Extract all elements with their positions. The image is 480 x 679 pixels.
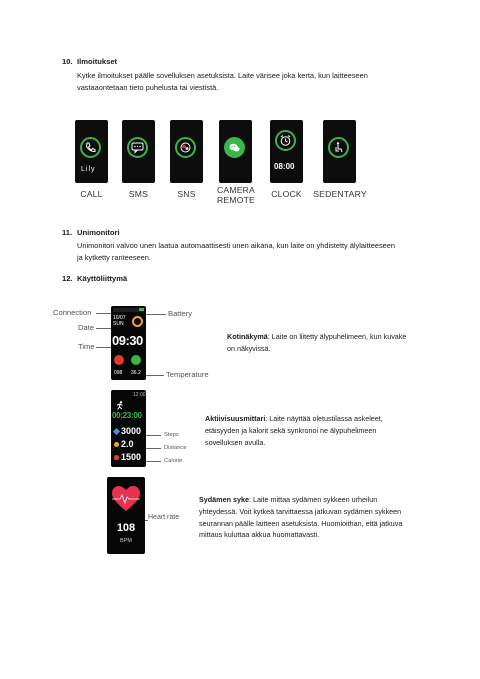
label-time: Time [78,342,95,351]
leader-line [146,448,161,449]
steps-icon [131,355,141,365]
phone-icon [80,137,101,158]
sms-screen [122,120,155,183]
screen-steps: 3000 [121,426,142,436]
screen-bpm-unit: BPM [120,538,132,544]
heart-icon [114,355,124,365]
label-distance: Distance [164,445,187,451]
heart-rate-description: Sydämen syke: Laite mittaa sydämen sykkeen urheilun yhteydessä. Voit kytkeä tarvittaessa jatkuvan sydämen sykkeen seurannan päälle laitteen asetuksista. Huomioithan, että jatkuva mittaus kuluttaa akkua huomattavasti. [199,495,403,540]
section-12-number: 12. [62,274,73,283]
call-screen [75,120,108,183]
home-description: Kotinäkymä: Laite on liitetty älypuhelimeen, kun kuvake on näkyvissä. [227,332,407,353]
activity-screen [111,390,146,467]
caller-name: Lily [81,166,96,173]
sedentary-screen [323,120,356,183]
runner-icon [115,397,124,406]
caption-sms: SMS [128,189,149,199]
screen-distance: 2.0 [121,439,134,449]
caption-clock: CLOCK [271,189,302,199]
label-connection: Connection [53,308,92,317]
screen-timer: 00:23:00 [112,411,142,420]
screen-heart-rate: 108 [116,522,136,534]
section-11-text: Unimonitori valvoo unen laatua automaattisesti unen aikana, kun laite on yhdistetty älylaitteeseen ja kytketty ranteeseen. [77,241,395,262]
alarm-clock-icon [275,130,296,151]
flame-icon [114,455,119,460]
section-10-title: Ilmoitukset [77,57,118,66]
sns-screen [170,120,203,183]
steps-icon [113,428,120,435]
caption-sns: SNS [177,189,196,199]
label-battery: Battery [168,309,193,318]
section-11-number: 11. [62,228,73,237]
home-screen [111,306,146,380]
screen-clock: 12:00 [133,392,146,398]
leader-line [96,347,112,348]
activity-description: Aktiivisuusmittari: Laite näyttää oletustilassa askeleet, etäisyyden ja kalorit sekä synkronoi ne älypuhelimeen sovelluksen avulla. [205,414,383,447]
caption-camera-remote: CAMERA REMOTE [217,185,255,205]
heart-rate-screen [107,477,145,554]
screen-date: 10/07 [113,315,126,321]
sedentary-icon [328,137,349,158]
activity-ring-icon [132,316,143,327]
leader-line [146,314,166,315]
label-heart-rate: Heart rate [148,514,180,521]
screen-steps: 098 [114,370,123,376]
screen-time: 09:30 [112,333,143,348]
clock-screen [270,120,303,183]
label-steps: Steps [164,432,179,438]
leader-line [146,461,161,462]
camera-icon [224,137,245,158]
label-date: Date [78,323,95,332]
caption-sedentary: SEDENTARY [313,189,367,199]
section-10-text: Kytke ilmoitukset päälle sovelluksen asetuksista. Laite värisee joka kerta, kun laitteeseen vastaaontetaan tieto puhelusta tai viestistä. [77,71,368,92]
caption-call: CALL [80,189,103,199]
screen-day: SUN [113,321,124,327]
screen-calorie: 1500 [121,452,142,462]
social-icon [175,137,196,158]
label-temperature: Temperature [166,370,209,379]
battery-icon [139,308,144,311]
section-11-title: Unimonitori [77,228,120,237]
label-calorie: Calorie [164,458,183,464]
screen-temperature: 36.2 [131,370,141,376]
section-12-title: Käyttöliittymä [77,274,128,283]
heart-icon [112,486,140,512]
alarm-time: 08:00 [274,162,295,171]
leader-line [96,328,112,329]
section-10-number: 10. [62,57,73,66]
camera-remote-screen [219,120,252,183]
distance-icon [114,442,119,447]
leader-line [146,435,161,436]
leader-line [96,313,112,314]
leader-line [146,375,164,376]
message-icon [127,137,148,158]
